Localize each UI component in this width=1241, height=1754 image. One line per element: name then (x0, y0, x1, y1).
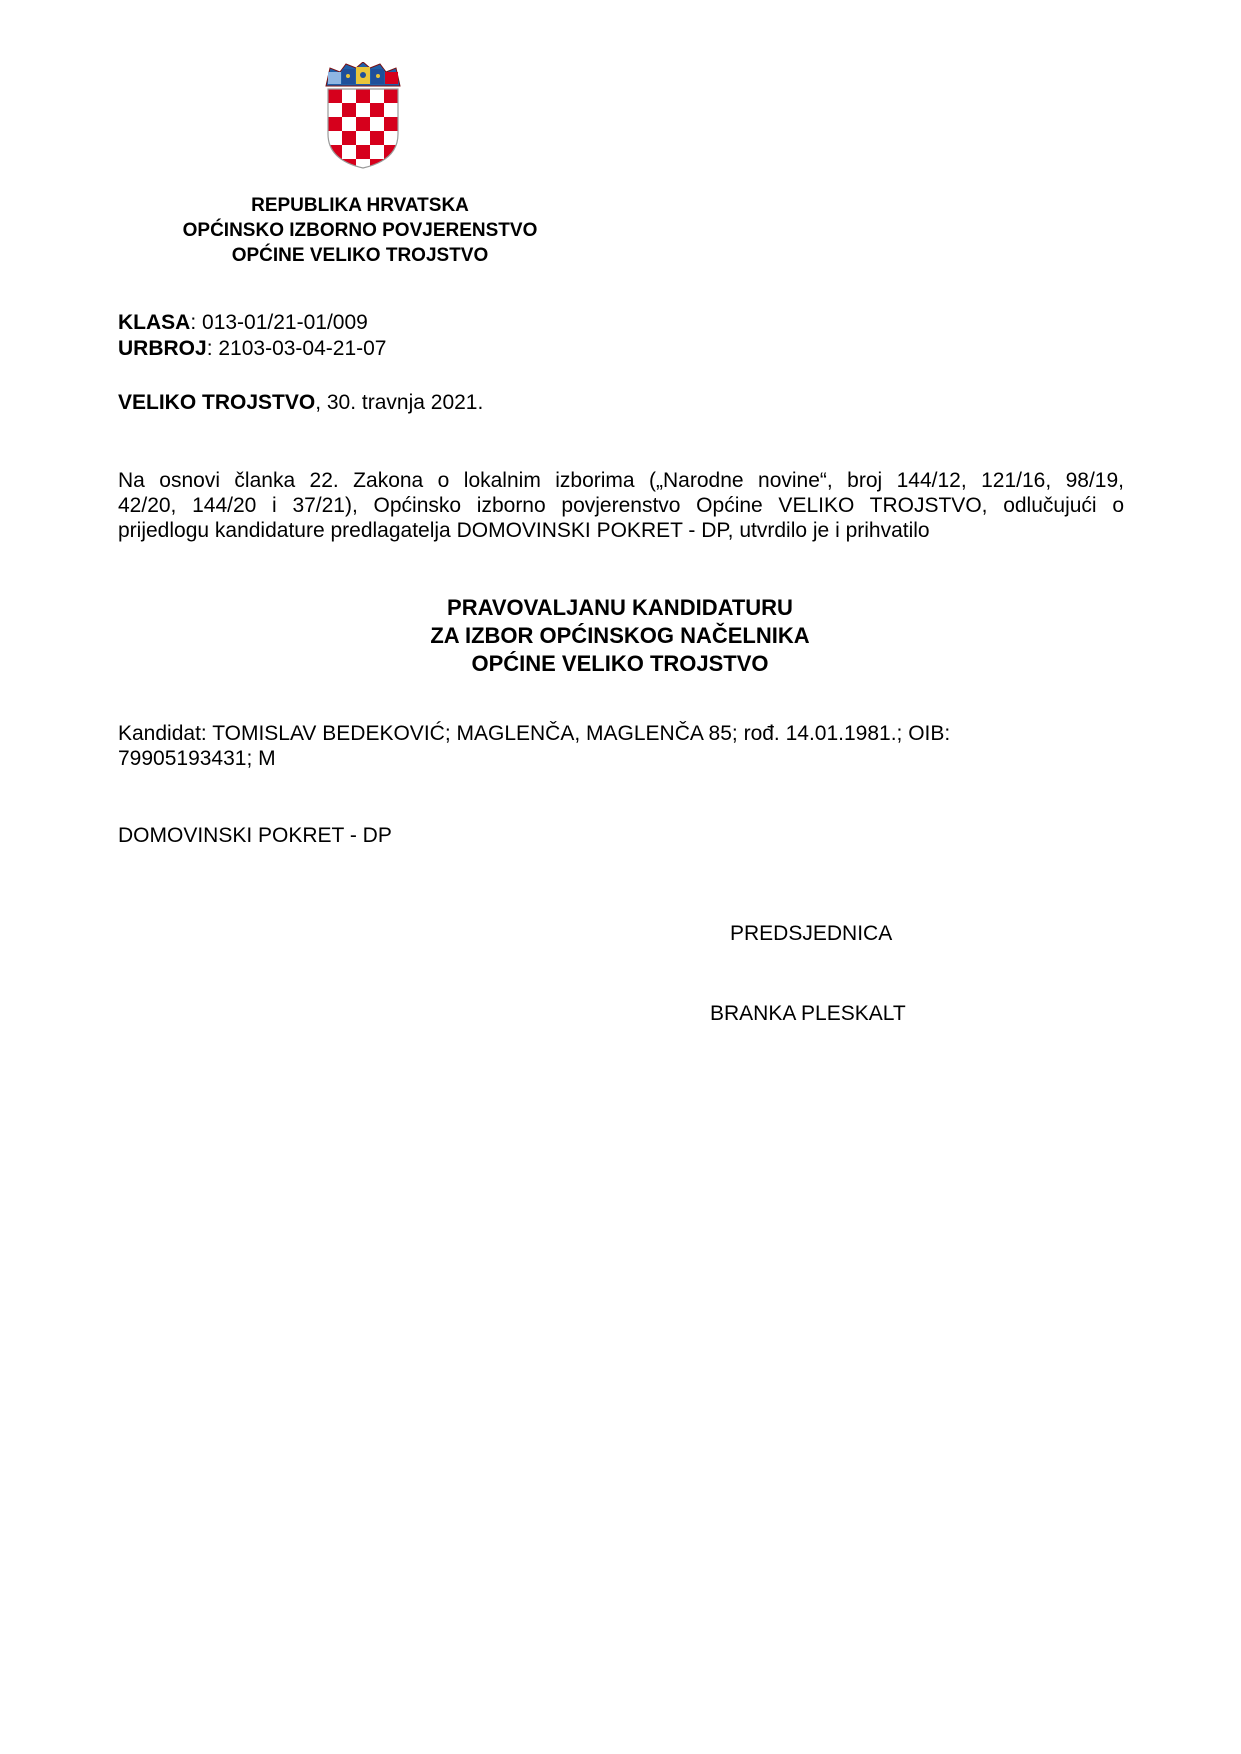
issuer-header (110, 193, 610, 268)
title-line: PRAVOVALJANU KANDIDATURU (447, 595, 793, 620)
decision-title (300, 594, 940, 678)
urbroj-line (118, 336, 386, 362)
signatory-name: BRANKA PLESKALT (710, 1002, 906, 1025)
urbroj-value: : 2103-03-04-21-07 (206, 337, 387, 360)
klasa-value: : 013-01/21-01/009 (190, 311, 368, 334)
proposer-party: DOMOVINSKI POKRET - DP (118, 824, 392, 847)
croatian-coat-of-arms-icon (322, 62, 404, 170)
preamble-line: 42/20, 144/20 i 37/21), Općinsko izborno povjerenstvo Općine VELIKO TROJSTVO, odlučujući o (118, 494, 1124, 517)
place: VELIKO TROJSTVO (118, 391, 316, 414)
preamble-line: prijedlogu kandidature predlagatelja DOMOVINSKI POKRET - DP, utvrdilo je i prihvatilo (118, 519, 930, 542)
urbroj-label: URBROJ (118, 337, 207, 360)
candidate-details (118, 721, 1128, 771)
date: , 30. travnja 2021. (315, 391, 484, 414)
header-line-country: REPUBLIKA HRVATSKA (251, 195, 469, 216)
klasa-line (118, 310, 368, 336)
signatory-role: PREDSJEDNICA (730, 922, 893, 945)
candidate-line: Kandidat: TOMISLAV BEDEKOVIĆ; MAGLENČA, MAGLENČA 85; rođ. 14.01.1981.; OIB: (118, 722, 951, 745)
title-line: OPĆINE VELIKO TROJSTVO (471, 651, 769, 676)
header-line-municipality: OPĆINE VELIKO TROJSTVO (231, 245, 489, 266)
klasa-label: KLASA (118, 311, 191, 334)
title-line: ZA IZBOR OPĆINSKOG NAČELNIKA (430, 623, 810, 648)
header-line-commission: OPĆINSKO IZBORNO POVJERENSTVO (182, 220, 538, 241)
preamble-paragraph (118, 468, 1124, 543)
preamble-line: Na osnovi članka 22. Zakona o lokalnim izborima („Narodne novine“, broj 144/12, 121/16, 98/19, (118, 469, 1124, 492)
place-date-line (118, 390, 483, 416)
candidate-line: 79905193431; M (118, 747, 276, 770)
